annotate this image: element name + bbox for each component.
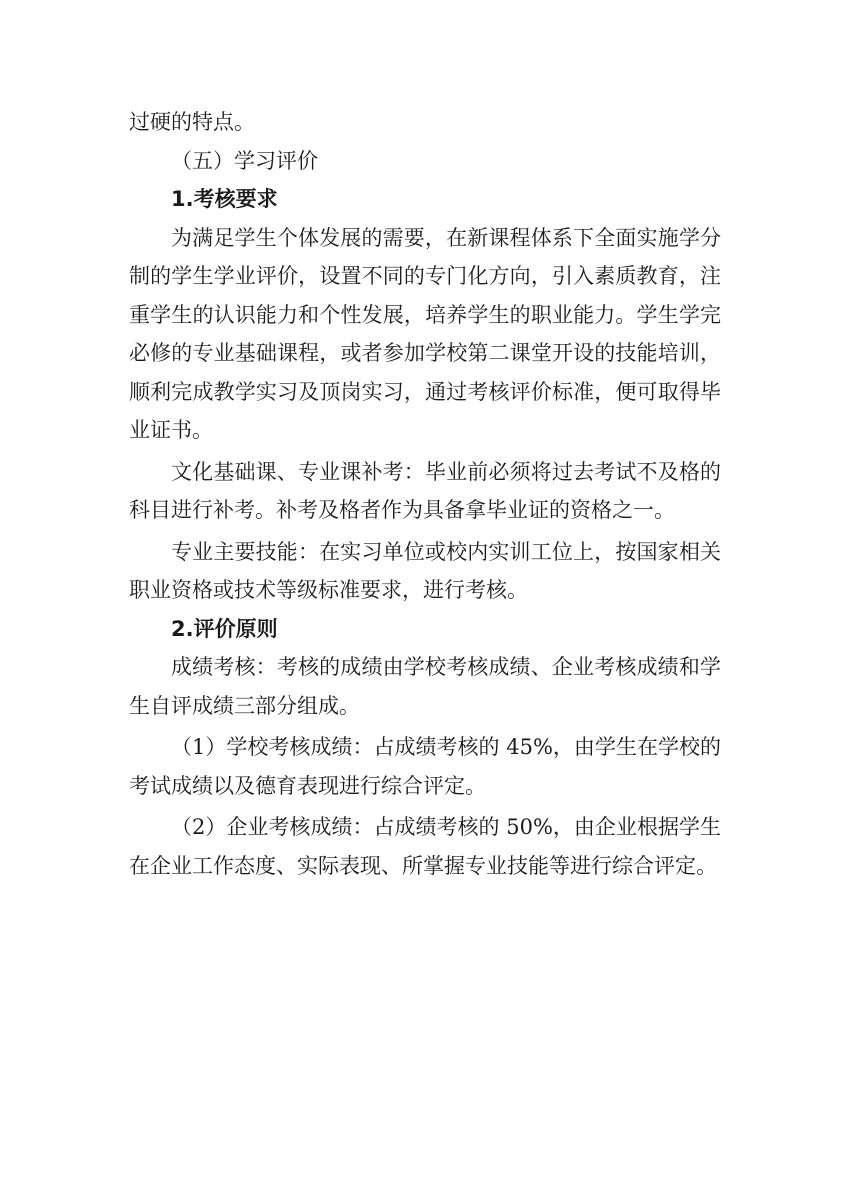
paragraph-enterprise-grade: （2）企业考核成绩：占成绩考核的 50%，由企业根据学生在企业工作态度、实际表现、所掌握专业技能等进行综合评定。 [129,815,721,878]
document-body [129,103,721,885]
paragraph-grade-assessment: 成绩考核：考核的成绩由学校考核成绩、企业考核成绩和学生自评成绩三部分组成。 [129,655,721,718]
paragraph-makeup-exam: 文化基础课、专业课补考：毕业前必须将过去考试不及格的科目进行补考。补考及格者作为具备拿毕业证的资格之一。 [129,459,721,522]
paragraph-main-skills: 专业主要技能：在实习单位或校内实训工位上，按国家相关职业资格或技术等级标准要求，进行考核。 [129,539,721,602]
section-title-learning-evaluation: （五）学习评价 [171,148,318,173]
paragraph-credit-system: 为满足学生个体发展的需要，在新课程体系下全面实施学分制的学生学业评价，设置不同的专门化方向，引入素质教育，注重学生的认识能力和个性发展，培养学生的职业能力。学生学完必修的专业基础课程，或者参加学校第二课堂开设的技能培训，顺利完成教学实习及顶岗实习，通过考核评价标准，便可取得毕业证书。 [129,225,721,442]
paragraph-continuation: 过硬的特点。 [129,110,255,134]
heading-assessment-requirements: 1.考核要求 [171,187,278,211]
paragraph-school-grade: （1）学校考核成绩：占成绩考核的 45%，由学生在学校的考试成绩以及德育表现进行综合评定。 [129,735,721,798]
heading-evaluation-principles: 2.评价原则 [171,616,278,641]
